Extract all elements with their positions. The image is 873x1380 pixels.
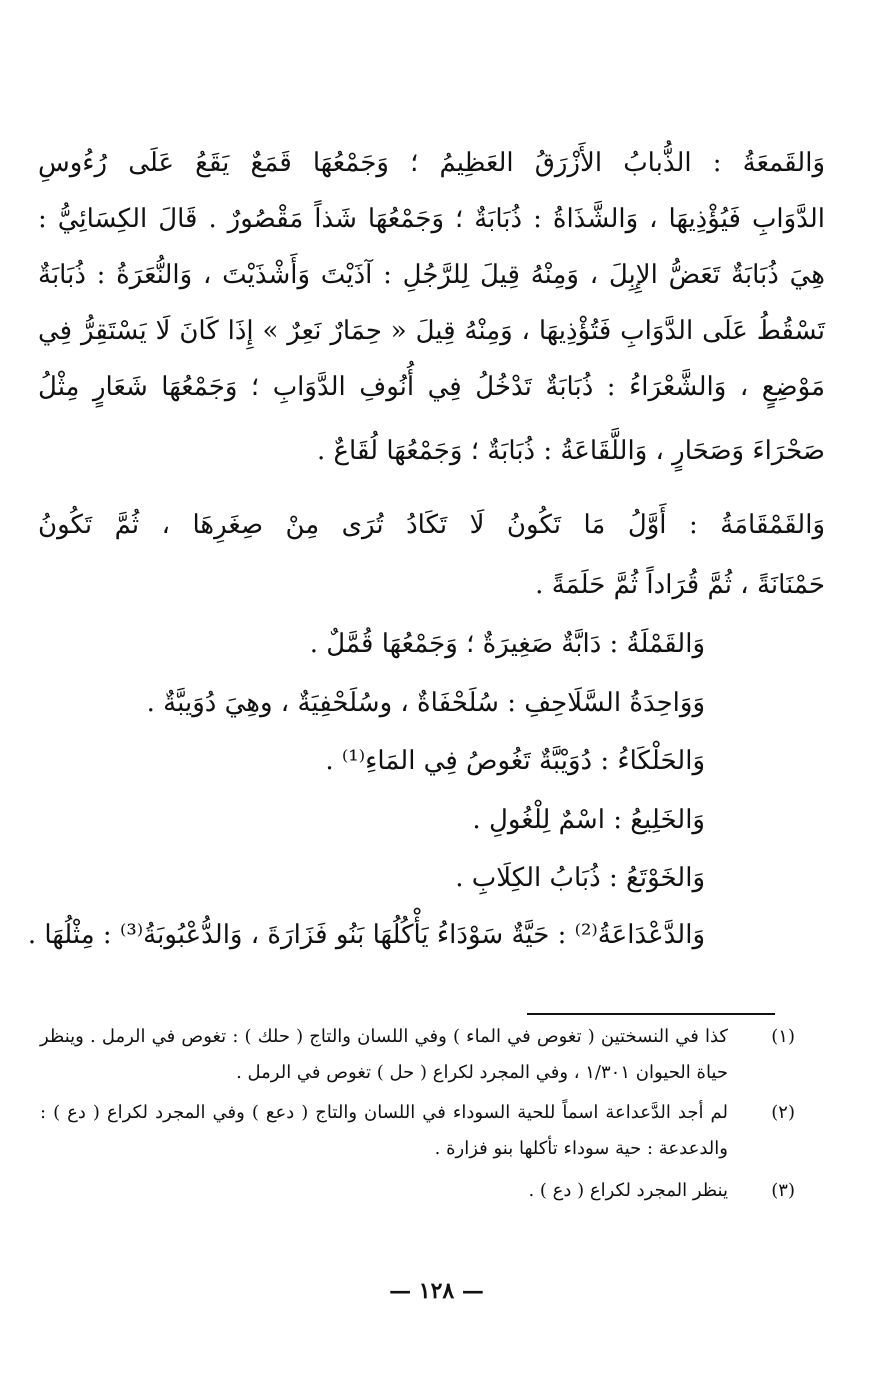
text-line: وَالقَمْقَامَةُ : أَوَّلُ مَا تَكُونُ لَا تَكَادُ تُرَى مِنْ صِغَرِهَا ، ثُمَّ تَكُونُ <box>38 510 825 540</box>
footnote-number: (٢) <box>771 1102 795 1123</box>
text-line: صَحْرَاءَ وَصَحَارٍ ، وَاللَّقَاعَةُ : ذُبَابَةٌ ؛ وَجَمْعُهَا لُقَاعٌ . <box>317 436 825 466</box>
footnote-line: ينظر المجرد لكراع ( دع ) . <box>528 1180 728 1201</box>
entry-line: وَالخَوْتَعُ : ذُبَابُ الكِلَابِ . <box>455 863 705 893</box>
text-line: الدَّوَابِ فَيُؤْذِيهَا ، وَالشَّذَاةُ : ذُبَابَةٌ ؛ وَجَمْعُهَا شَذاً مَقْصُورٌ . قَالَ الكِسَائِيُّ : <box>38 204 825 234</box>
page-number: — ١٢٨ — <box>389 1278 484 1304</box>
entry-line: وَالحَلْكَاءُ : دُوَيْبَّةٌ تَغُوصُ فِي المَاءِ⁽¹⁾ . <box>325 746 705 776</box>
entry-line: وَوَاحِدَةُ السَّلَاحِفِ : سُلَحْفَاةٌ ، وسُلَحْفِيَةٌ ، وهِيَ دُوَيبَّةٌ . <box>146 688 705 718</box>
footnote-line: والدعدعة : حية سوداء تأكلها بنو فزارة . <box>434 1138 728 1159</box>
text-line: تَسْقُطُ عَلَى الدَّوَابِ فَتُؤْذِيهَا ، وَمِنْهُ قِيلَ « حِمَارٌ نَعِرٌ » إِذَا كَانَ لَا يَسْتَقِرُّ فِي <box>38 316 825 346</box>
entry-line: وَالقَمْلَةُ : دَابَّةٌ صَغِيرَةٌ ؛ وَجَمْعُهَا قُمَّلٌ . <box>309 629 705 659</box>
entry-line: وَالخَلِيعُ : اسْمٌ لِلْغُولِ . <box>472 805 705 835</box>
footnote-line: حياة الحيوان ١/٣٠١ ، وفي المجرد لكراع ( حل ) تغوص في الرمل . <box>236 1062 728 1083</box>
footnote-number: (١) <box>771 1026 795 1047</box>
text-line: حَمْنَانَةً ، ثُمَّ قُرَاداً ثُمَّ حَلَمَةً . <box>535 570 825 600</box>
footnote-divider <box>527 1013 775 1015</box>
text-line: هِيَ ذُبَابَةٌ تَعَضُّ الإِبِلَ ، وَمِنْهُ قِيلَ لِلرَّجُلِ : آذَيْتَ وَأَشْذَيْتَ ، وَالنُّعَرَةُ : ذُبَابَةٌ <box>38 260 825 290</box>
footnote-line: لم أجد الدَّعداعة اسماً للحية السوداء في اللسان والتاج ( دعع ) وفي المجرد لكراع ( دع ) : <box>40 1102 728 1123</box>
footnote-number: (٣) <box>771 1180 795 1201</box>
footnote-line: كذا في النسختين ( تغوص في الماء ) وفي اللسان والتاج ( حلك ) : تغوص في الرمل . وينظر <box>40 1026 728 1047</box>
text-line: وَالقَمعَةُ : الذُّبابُ الأَزْرَقُ العَظِيمُ ؛ وَجَمْعُهَا قَمَعٌ يَقَعُ عَلَى رُءُوسِ <box>38 148 825 178</box>
text-line: مَوْضِعٍ ، وَالشَّعْرَاءُ : ذُبَابَةٌ تَدْخُلُ فِي أُنُوفِ الدَّوَابِ ؛ وَجَمْعُهَا شَعَارٍ مِثْلُ <box>38 372 825 402</box>
entry-line: وَالدَّعْدَاعَةُ⁽²⁾ : حَيَّةٌ سَوْدَاءُ يَأْكُلُهَا بَنُو فَزَارَةَ ، وَالدُّعْبُوبَةُ⁽³⁾ : مِثْلُهَا . <box>27 920 705 950</box>
